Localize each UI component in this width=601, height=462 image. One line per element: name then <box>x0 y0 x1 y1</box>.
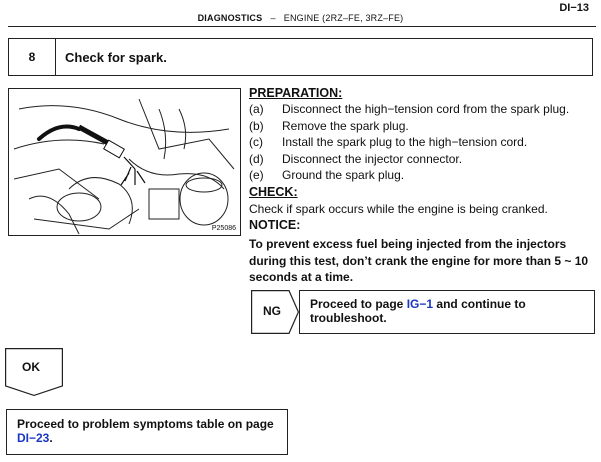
page-header <box>0 13 601 23</box>
step-header-box <box>8 38 593 76</box>
header-subsection: ENGINE (2RZ–FE, 3RZ–FE) <box>283 13 404 23</box>
engine-spark-plug-illustration <box>9 89 242 237</box>
ig-1-link[interactable]: IG−1 <box>406 297 434 311</box>
step-number: 8 <box>9 39 56 75</box>
prep-item-e: (e) Ground the spark plug. <box>249 168 405 182</box>
check-heading: CHECK: <box>249 185 298 199</box>
engine-figure <box>8 88 241 236</box>
page-id: DI−13 <box>559 2 589 14</box>
figure-code: P25086 <box>211 225 236 232</box>
prep-item-c: (c) Install the spark plug to the high−tension cord. <box>249 135 528 149</box>
ng-instruction-box: Proceed to page IG−1 and continue to troubleshoot. <box>299 290 595 334</box>
ok-tag <box>5 348 63 396</box>
ng-label: NG <box>263 304 281 318</box>
header-section: DIAGNOSTICS <box>197 13 263 23</box>
preparation-heading: PREPARATION: <box>249 86 343 100</box>
header-rule <box>8 26 596 27</box>
prep-item-d: (d) Disconnect the injector connector. <box>249 152 463 166</box>
prep-item-a: (a) Disconnect the high−tension cord from the spark plug. <box>249 102 570 116</box>
ok-label: OK <box>22 360 40 374</box>
check-text: Check if spark occurs while the engine is being cranked. <box>249 202 548 216</box>
notice-text: To prevent excess fuel being injected from the injectors during this test, don’t crank the engine for more than 5 ~ 10 seconds at a time. <box>249 237 589 284</box>
step-title: Check for spark. <box>65 49 167 65</box>
ng-tag <box>251 290 299 334</box>
final-instruction-box: Proceed to problem symptoms table on page DI−23. <box>6 409 288 455</box>
notice-heading: NOTICE: <box>249 218 301 232</box>
header-separator: – <box>270 13 276 23</box>
prep-item-b: (b) Remove the spark plug. <box>249 119 409 133</box>
di-23-link[interactable]: DI−23 <box>17 431 50 445</box>
